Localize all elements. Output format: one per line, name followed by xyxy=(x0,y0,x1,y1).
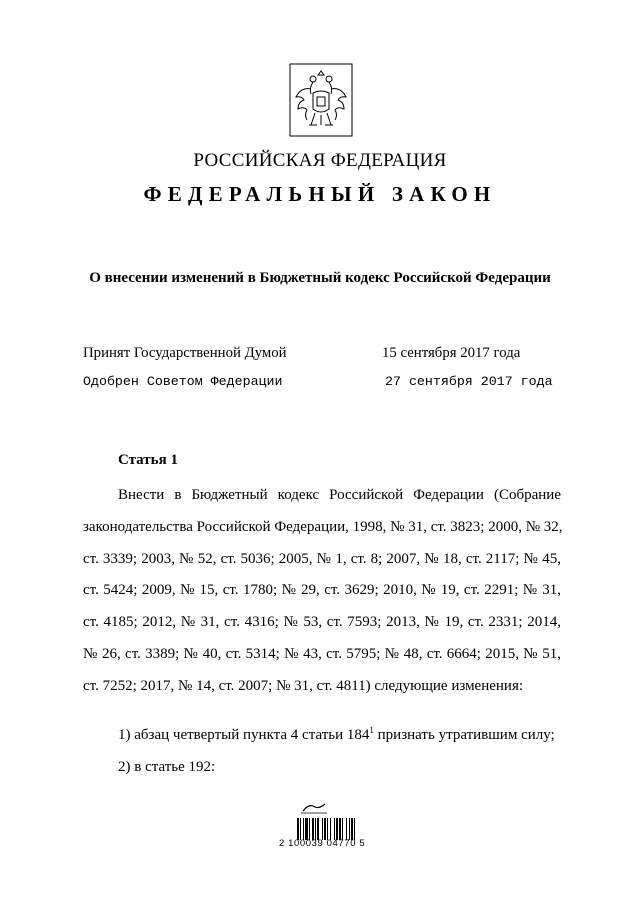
body-line: ст. 5424; 2009, № 15, ст. 1780; № 29, ст. 3629; 2010, № 19, ст. 2291; № 31, xyxy=(83,582,561,599)
document-type-heading: ФЕДЕРАЛЬНЫЙ ЗАКОН xyxy=(143,182,497,206)
body-line: ст. 4185; 2012, № 31, ст. 4316; № 53, ст. 7593; 2013, № 19, ст. 2331; 2014, xyxy=(83,614,561,631)
item-1-text-end: признать утратившим силу; xyxy=(373,727,555,743)
body-line: ст. 7252; 2017, № 14, ст. 2007; № 31, ст. 4811) следующие изменения: xyxy=(83,677,524,694)
item-1-superscript: 1 xyxy=(369,725,374,735)
duma-adoption-date: 15 сентября 2017 года xyxy=(382,345,521,361)
barcode-number: 2 100039 04770 5 xyxy=(279,838,366,849)
body-line: Внести в Бюджетный кодекс Российской Федерации (Собрание xyxy=(118,487,561,503)
article-1-heading: Статья 1 xyxy=(118,452,178,468)
duma-adoption-label: Принят Государственной Думой xyxy=(83,345,287,361)
council-approval-label: Одобрен Советом Федерации xyxy=(83,374,283,389)
country-heading: РОССИЙСКАЯ ФЕДЕРАЦИЯ xyxy=(193,150,447,171)
law-subject-title: О внесении изменений в Бюджетный кодекс Российской Федерации xyxy=(89,270,551,286)
barcode-icon xyxy=(297,818,369,840)
body-line: законодательства Российской Федерации, 1998, № 31, ст. 3823; 2000, № 32, xyxy=(83,518,563,535)
article-1-body xyxy=(83,480,561,703)
body-line: № 26, ст. 3389; № 40, ст. 5314; № 43, ст. 5795; № 48, ст. 6664; 2015, № 51, xyxy=(83,645,561,662)
item-1-text: 1) абзац четвертый пункта 4 статьи 184 xyxy=(118,727,370,743)
amendment-item-1 xyxy=(118,727,555,744)
council-approval-date: 27 сентября 2017 года xyxy=(385,374,553,389)
coat-of-arms-emblem xyxy=(289,63,353,137)
amendment-item-2: 2) в статье 192: xyxy=(118,759,216,775)
registry-logo-icon xyxy=(297,801,331,815)
body-line: ст. 3339; 2003, № 52, ст. 5036; 2005, № 1, ст. 8; 2007, № 18, ст. 2117; № 45, xyxy=(83,550,561,567)
